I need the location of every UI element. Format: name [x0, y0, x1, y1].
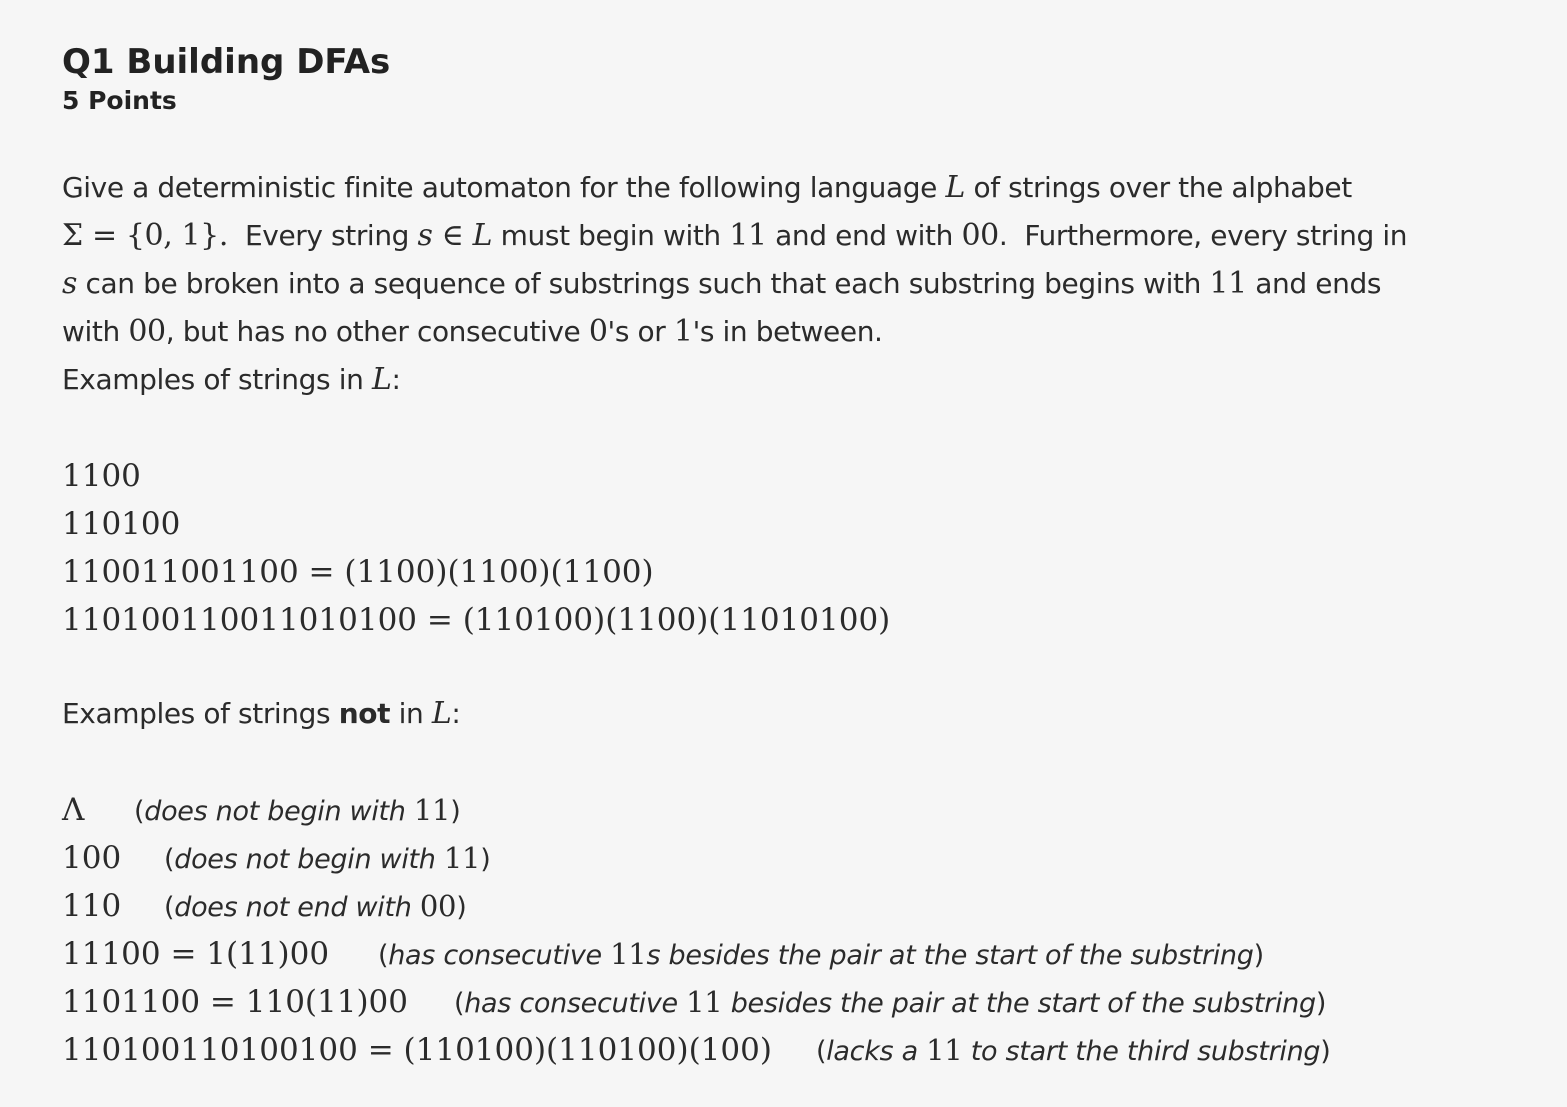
example-reason: (does not end with 00) — [164, 889, 467, 923]
examples-not-in-list — [62, 786, 1542, 1074]
example-string: 110100110100100 = (110100)(110100)(100) — [62, 1032, 772, 1068]
var-L: L — [945, 170, 965, 205]
examples-in-list — [62, 452, 1542, 644]
list-item — [62, 834, 1542, 882]
list-item: 110100110011010100 = (110100)(1100)(11010100) — [62, 602, 891, 638]
list-item — [62, 978, 1542, 1026]
prompt-line-1: Give a deterministic finite automaton for the following language L of strings over the alphabet — [62, 170, 1352, 205]
list-item — [62, 1026, 1542, 1074]
alphabet-expr: Σ = {0, 1}. — [62, 218, 228, 253]
example-string: 11100 = 1(11)00 — [62, 936, 330, 972]
list-item: 110011001100 = (1100)(1100)(1100) — [62, 554, 654, 590]
example-reason: (does not begin with 11) — [134, 793, 461, 827]
example-string: 1101100 = 110(11)00 — [62, 984, 408, 1020]
example-string: 110 — [62, 888, 122, 924]
list-item — [62, 786, 1542, 834]
list-item: 110100 — [62, 506, 181, 542]
examples-not-in-label: Examples of strings not in L: — [62, 696, 461, 731]
question-prompt — [62, 164, 1542, 404]
list-item — [62, 882, 1542, 930]
example-reason: (does not begin with 11) — [164, 841, 491, 875]
prompt-line-4: with 00, but has no other consecutive 0's or 1's in between. — [62, 314, 883, 349]
list-item: 1100 — [62, 458, 141, 494]
prompt-line-3: s can be broken into a sequence of substrings such that each substring begins with 11 and ends — [62, 266, 1382, 301]
examples-in-label: Examples of strings in L: — [62, 362, 401, 397]
example-reason: (has consecutive 11s besides the pair at the start of the substring) — [378, 937, 1264, 971]
question-title: Q1 Building DFAs — [62, 42, 391, 82]
example-string: 100 — [62, 840, 122, 876]
list-item — [62, 930, 1542, 978]
example-string: Λ — [62, 792, 85, 828]
prompt-line-2: Σ = {0, 1}. Every string s ∈ L must begin with 11 and end with 00. Furthermore, every string in — [62, 218, 1408, 253]
example-reason: (lacks a 11 to start the third substring) — [816, 1033, 1331, 1067]
example-reason: (has consecutive 11 besides the pair at the start of the substring) — [454, 985, 1327, 1019]
question-points: 5 Points — [62, 86, 177, 115]
question-block — [62, 40, 1542, 1074]
